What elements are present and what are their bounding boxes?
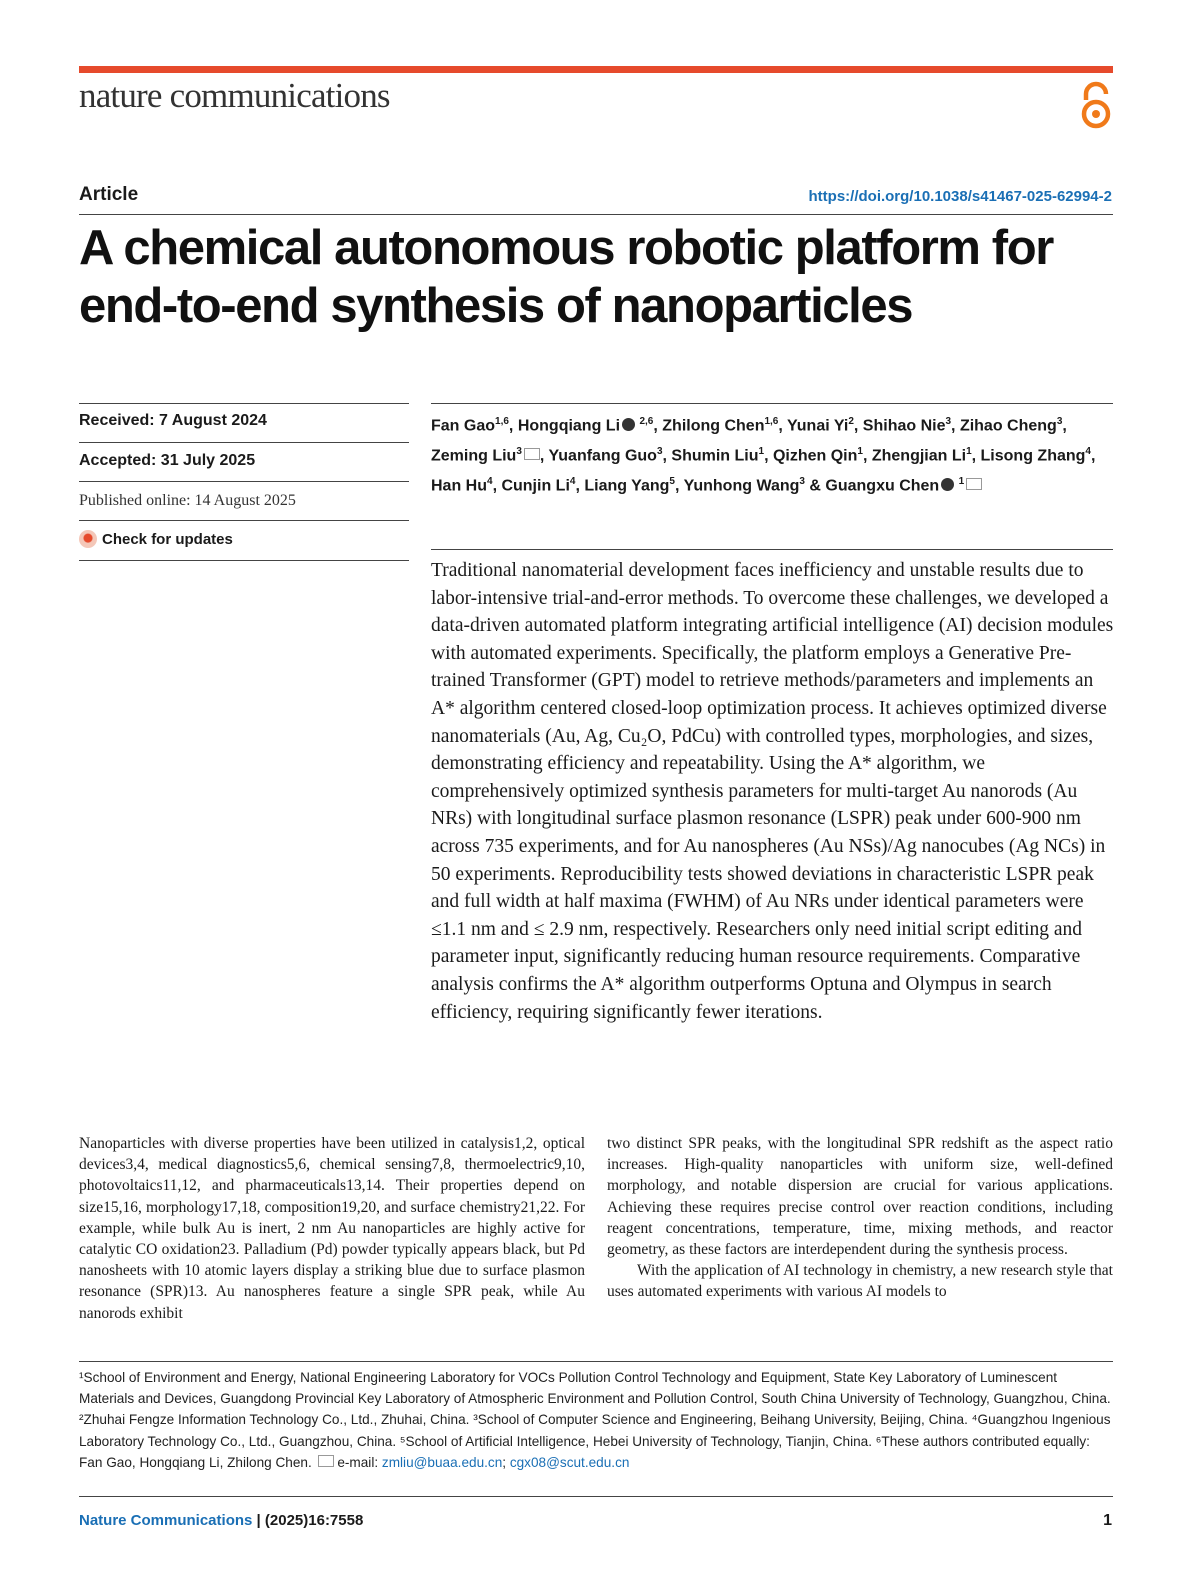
meta-divider bbox=[79, 560, 409, 561]
orcid-icon[interactable] bbox=[941, 478, 954, 491]
header-divider bbox=[79, 214, 1113, 215]
page-number: 1 bbox=[1103, 1512, 1112, 1529]
top-accent-bar bbox=[79, 66, 1113, 73]
published-date: Published online: 14 August 2025 bbox=[79, 492, 296, 509]
email-icon[interactable] bbox=[524, 448, 540, 460]
meta-divider bbox=[79, 520, 409, 521]
meta-divider bbox=[79, 442, 409, 443]
check-updates-button[interactable] bbox=[79, 530, 233, 548]
meta-divider bbox=[79, 403, 409, 404]
footer-journal[interactable]: Nature Communications bbox=[79, 1512, 253, 1529]
body-paragraph: two distinct SPR peaks, with the longitudinal SPR redshift as the aspect ratio increases. High-quality nanoparticles with uniform size, well-defined morphology, and notable dispersion are crucial for various applications. Achieving these requires precise control over reaction conditions, including reagent concentrations, temperature, time, mixing methods, and reactor geometry, as these factors are interdependent during the synthesis process. bbox=[607, 1135, 1113, 1259]
accepted-date: Accepted: 31 July 2025 bbox=[79, 452, 256, 469]
body-column-left bbox=[79, 1133, 585, 1324]
footer-divider bbox=[79, 1496, 1113, 1497]
authors-divider bbox=[431, 403, 1113, 404]
article-type: Article bbox=[79, 184, 139, 205]
author-list: Fan Gao$^{1,6}$, Hongqiang Li $^{2,6}$, Zhilong Chen$^{1,6}$, Yunai Yi$^2$, Shihao Nie$^3$, Zihao Cheng$^3$, Zeming Liu$^3$ , Yuanfang Guo$^3$, Shumin Liu$^1$, Qizhen Qin$^1$, Zhengjian Li$^1$, Lisong Zhang$^4$, Han Hu$^4$, Cunjin Li$^4$, Liang Yang$^5$, Yunhong Wang$^3$ & Guangxu Chen $^1$ bbox=[431, 416, 1096, 494]
doi-link[interactable]: https://doi.org/10.1038/s41467-025-62994-2 bbox=[808, 188, 1112, 205]
check-updates-label: Check for updates bbox=[102, 530, 233, 548]
body-paragraph: With the application of AI technology in chemistry, a new research style that uses automated experiments with various AI models to bbox=[607, 1262, 1113, 1301]
abstract-divider bbox=[431, 549, 1113, 550]
body-column-right bbox=[607, 1133, 1113, 1303]
email-prefix: e-mail: bbox=[337, 1454, 379, 1470]
affiliations bbox=[79, 1367, 1115, 1473]
received-date: Received: 7 August 2024 bbox=[79, 412, 267, 429]
email-separator: ; bbox=[502, 1454, 507, 1470]
orcid-icon[interactable] bbox=[622, 418, 635, 431]
page-title: A chemical autonomous robotic platform for end-to-end synthesis of nanoparticles bbox=[79, 221, 1053, 333]
email-icon[interactable] bbox=[966, 478, 982, 490]
abstract: Traditional nanomaterial development faces inefficiency and unstable results due to labor-intensive trial-and-error methods. To overcome these challenges, we developed a data-driven automated platform integrating artificial intelligence (AI) decision modules with automated experiments. Specifically, the platform employs a Generative Pre-trained Transformer (GPT) model to retrieve methods/parameters and implements an A* algorithm centered closed-loop optimization process. It achieves optimized diverse nanomaterials (Au, Ag, Cu₂O, PdCu) with controlled types, morphologies, and sizes, demonstrating efficiency and repeatability. Using the A* algorithm, we comprehensively optimized synthesis parameters for multi-target Au nanorods (Au NRs) with longitudinal surface plasmon resonance (LSPR) peak under 600-900 nm across 735 experiments, and for Au nanospheres (Au NSs)/Ag nanocubes (Ag NCs) in 50 experiments. Reproducibility tests showed deviations in characteristic LSPR peak and full width at half maxima (FWHM) of Au NRs under identical parameters were ≤1.1 nm and ≤ 2.9 nm, respectively. Researchers only need initial script editing and parameter input, significantly reducing human resource requirements. Comparative analysis confirms the A* algorithm outperforms Optuna and Olympus in search efficiency, requiring significantly fewer iterations. bbox=[431, 560, 1114, 1023]
affiliation-divider bbox=[79, 1361, 1113, 1362]
footer-citation bbox=[79, 1512, 363, 1529]
check-updates-icon bbox=[79, 530, 97, 548]
email-link[interactable]: cgx08@scut.edu.cn bbox=[509, 1454, 630, 1470]
email-link[interactable]: zmliu@buaa.edu.cn bbox=[381, 1454, 503, 1470]
affiliation-text: ¹School of Environment and Energy, National Engineering Laboratory for VOCs Pollution Control Technology and Equipment, State Key Laboratory of Luminescent Materials and Devices, Guangdong Provincial Key Laboratory of Atmospheric Environment and Pollution Control, South China University of Technology, Guangzhou, China. ²Zhuhai Fengze Information Technology Co., Ltd., Zhuhai, China. ³School of Computer Science and Engineering, Beihang University, Beijing, China. ⁴Guangzhou Ingenious Laboratory Technology Co., Ltd., Guangzhou, China. ⁵School of Artificial Intelligence, Hebei University of Technology, Tianjin, China. ⁶These authors contributed equally: Fan Gao, Hongqiang Li, Zhilong Chen. bbox=[79, 1370, 1111, 1470]
body-paragraph: Nanoparticles with diverse properties have been utilized in catalysis1,2, optical devices3,4, medical diagnostics5,6, chemical sensing7,8, thermoelectric9,10, photovoltaics11,12, and pharmaceuticals13,14. Their properties depend on size15,16, morphology17,18, composition19,20, and surface chemistry21,22. For example, while bulk Au is inert, 2 nm Au nanoparticles are highly active for catalytic CO oxidation23. Palladium (Pd) powder typically appears black, but Pd nanosheets with 10 atomic layers display a striking blue due to surface plasmon resonance (SPR)13. Au nanospheres feature a single SPR peak, while Au nanorods exhibit bbox=[79, 1135, 585, 1322]
meta-divider bbox=[79, 481, 409, 482]
open-access-icon bbox=[1078, 80, 1114, 130]
email-icon bbox=[318, 1455, 334, 1467]
footer-volume: | (2025)16:7558 bbox=[256, 1512, 364, 1529]
journal-logo[interactable]: nature communications bbox=[79, 76, 390, 115]
